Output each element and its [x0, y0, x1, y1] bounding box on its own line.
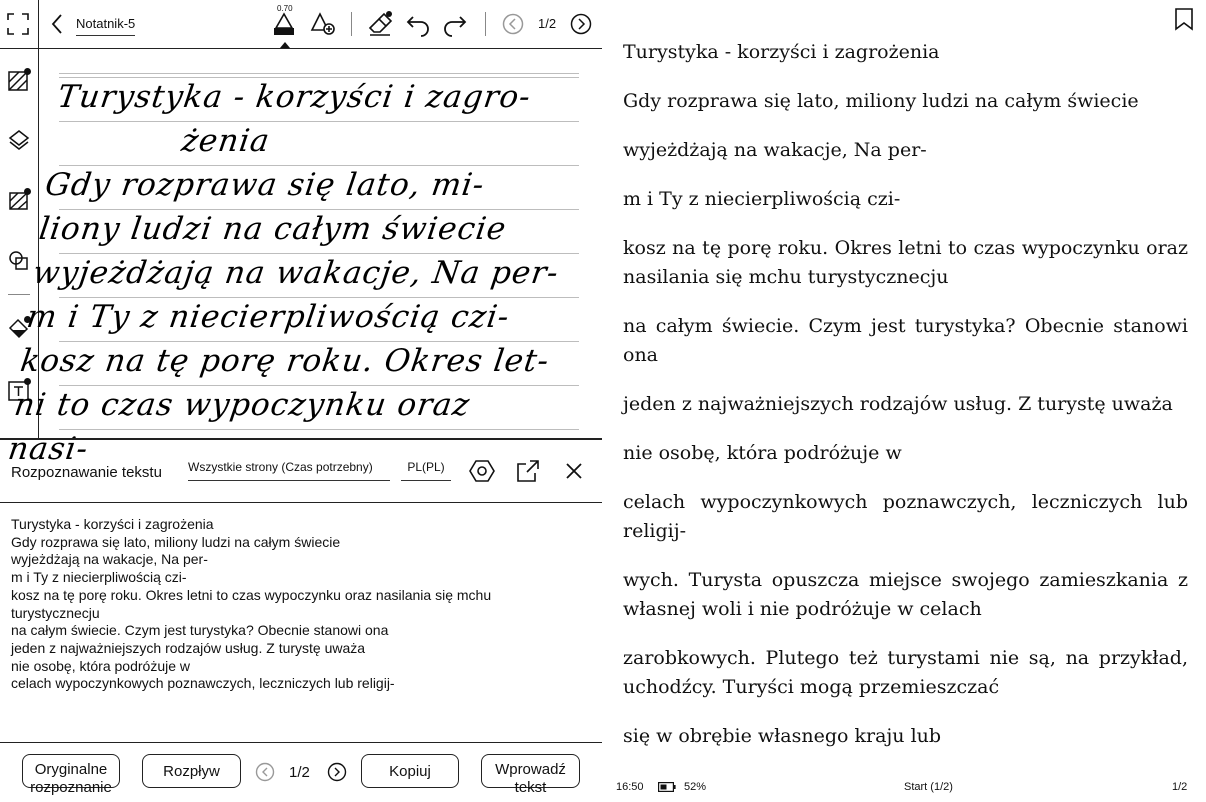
- toolbar-divider: [38, 0, 39, 48]
- page-indicator: 1/2: [538, 16, 557, 31]
- language-dropdown[interactable]: PL(PL): [401, 460, 451, 481]
- reflow-label: Rozpływ: [163, 762, 220, 780]
- reader-paragraph: celach wypoczynkowych poznawczych, leczniczych lub religij-: [623, 491, 1188, 542]
- clock: 16:50: [616, 781, 644, 793]
- battery-percent: 52%: [684, 781, 707, 793]
- handwriting-line: Gdy rozprawa się lato, mi-: [43, 167, 487, 203]
- reader-paragraph: jeden z najważniejszych rodzajów usług. Z turystę uważa: [623, 393, 1173, 415]
- text-recognition-panel: [0, 438, 602, 802]
- prev-page-icon[interactable]: [255, 762, 275, 782]
- reader-paragraph: Turystyka - korzyści i zagrożenia: [623, 41, 940, 63]
- ruled-line: [59, 73, 579, 74]
- reader-paragraph: wyjeżdżają na wakacje, Na per-: [623, 139, 927, 161]
- toolbar-separator: [485, 12, 486, 36]
- settings-icon[interactable]: [469, 458, 495, 484]
- handwriting-line: kosz na tę porę roku. Okres let-: [18, 343, 552, 379]
- panel-divider: [0, 742, 602, 743]
- notebook-title[interactable]: Notatnik-5: [76, 16, 135, 36]
- handwriting-line: ni to czas wypoczynku oraz nasi-: [5, 387, 473, 467]
- copy-button[interactable]: [361, 754, 459, 788]
- eraser-icon[interactable]: [366, 10, 394, 38]
- bookmark-icon[interactable]: [1173, 6, 1195, 32]
- selected-tool-indicator: [280, 42, 290, 48]
- battery-icon: [658, 782, 676, 795]
- recognition-page-indicator: 1/2: [289, 764, 310, 781]
- reflowed-text: [623, 38, 1188, 771]
- handwriting-line: liony ludzi na całym świecie: [36, 211, 509, 247]
- handwriting-line: wyjeżdżają na wakacje, Na per-: [30, 255, 562, 291]
- selection-transform-icon[interactable]: [7, 188, 31, 212]
- pen-icon[interactable]: [272, 12, 296, 36]
- next-page-icon[interactable]: [327, 762, 347, 782]
- prev-page-icon[interactable]: [502, 13, 524, 35]
- recognized-text[interactable]: Turystyka - korzyści i zagrożenia Gdy rozprawa się lato, miliony ludzi na całym świecie wyjeżdżają na wakacje, Na per- m i Ty z niecierpliwością czi- kosz na tę porę roku. Okres letni to czas wypoczynku oraz nasilania się mchu turystycznecju na całym świecie. Czym jest turystyka? Obecnie stanowi ona jeden z najważniejszych rodzajów usług. Z turystę uważa nie osobę, która podróżuje w celach wypoczynkowych poznawczych, leczniczych lub religij-: [11, 516, 492, 692]
- scope-dropdown[interactable]: Wszystkie strony (Czas potrzebny): [188, 460, 390, 481]
- reflow-button[interactable]: [142, 754, 241, 788]
- handwriting-line: Turystyka - korzyści i zagro-: [55, 79, 534, 115]
- recognition-title: Rozpoznawanie tekstu: [11, 464, 162, 481]
- copy-label: Kopiuj: [389, 762, 431, 780]
- insert-text-label: Wprowadź tekst: [495, 761, 566, 796]
- lasso-layer-icon[interactable]: [7, 128, 31, 152]
- reader-paragraph: m i Ty z niecierpliwością czi-: [623, 188, 901, 210]
- pen-thickness-label: 0.70: [277, 4, 293, 13]
- notebook-pane: [0, 0, 602, 800]
- back-chevron-icon[interactable]: [48, 12, 66, 36]
- shape-add-icon[interactable]: [310, 12, 336, 36]
- shapes-icon[interactable]: [7, 248, 31, 272]
- insert-text-button[interactable]: [481, 754, 580, 796]
- reader-paragraph: się w obrębie własnego kraju lub: [623, 725, 942, 747]
- reader-paragraph: na całym świecie. Czym jest turystyka? Obecnie stanowi ona: [623, 315, 1188, 366]
- handwriting-line: żenia: [179, 123, 273, 159]
- reader-paragraph: Gdy rozprawa się lato, miliony ludzi na całym świecie: [623, 90, 1139, 112]
- reader-pane: [602, 0, 1206, 800]
- fullscreen-icon[interactable]: [5, 11, 31, 37]
- reader-page-number: 1/2: [1172, 781, 1188, 793]
- notebook-toolbar: [0, 0, 602, 49]
- original-recognition-button[interactable]: [22, 754, 120, 796]
- undo-icon[interactable]: [405, 12, 431, 36]
- panel-divider: [0, 502, 602, 503]
- redo-icon[interactable]: [442, 12, 468, 36]
- close-icon[interactable]: [563, 460, 585, 482]
- pattern-fill-icon[interactable]: [7, 68, 31, 92]
- share-icon[interactable]: [515, 458, 541, 484]
- reader-paragraph: zarobkowych. Plutego też turystami nie są, na przykład, uchodźcy. Turyści mogą przemieszczać: [623, 647, 1188, 698]
- original-recognition-label: Oryginalne rozpoznanie: [30, 761, 112, 796]
- reader-paragraph: wych. Turysta opuszcza miejsce swojego zamieszkania z własnej woli i nie podróżuje w celach: [623, 569, 1188, 620]
- reader-paragraph: kosz na tę porę roku. Okres letni to czas wypoczynku oraz nasilania się mchu turystycznecju: [623, 237, 1188, 288]
- rail-separator: [8, 294, 30, 295]
- reader-paragraph: nie osobę, która podróżuje w: [623, 442, 902, 464]
- reading-location: Start (1/2): [904, 781, 953, 793]
- handwritten-text: [5, 75, 601, 471]
- next-page-icon[interactable]: [570, 13, 592, 35]
- handwriting-line: m i Ty z niecierpliwością czi-: [24, 299, 512, 335]
- toolbar-separator: [351, 12, 352, 36]
